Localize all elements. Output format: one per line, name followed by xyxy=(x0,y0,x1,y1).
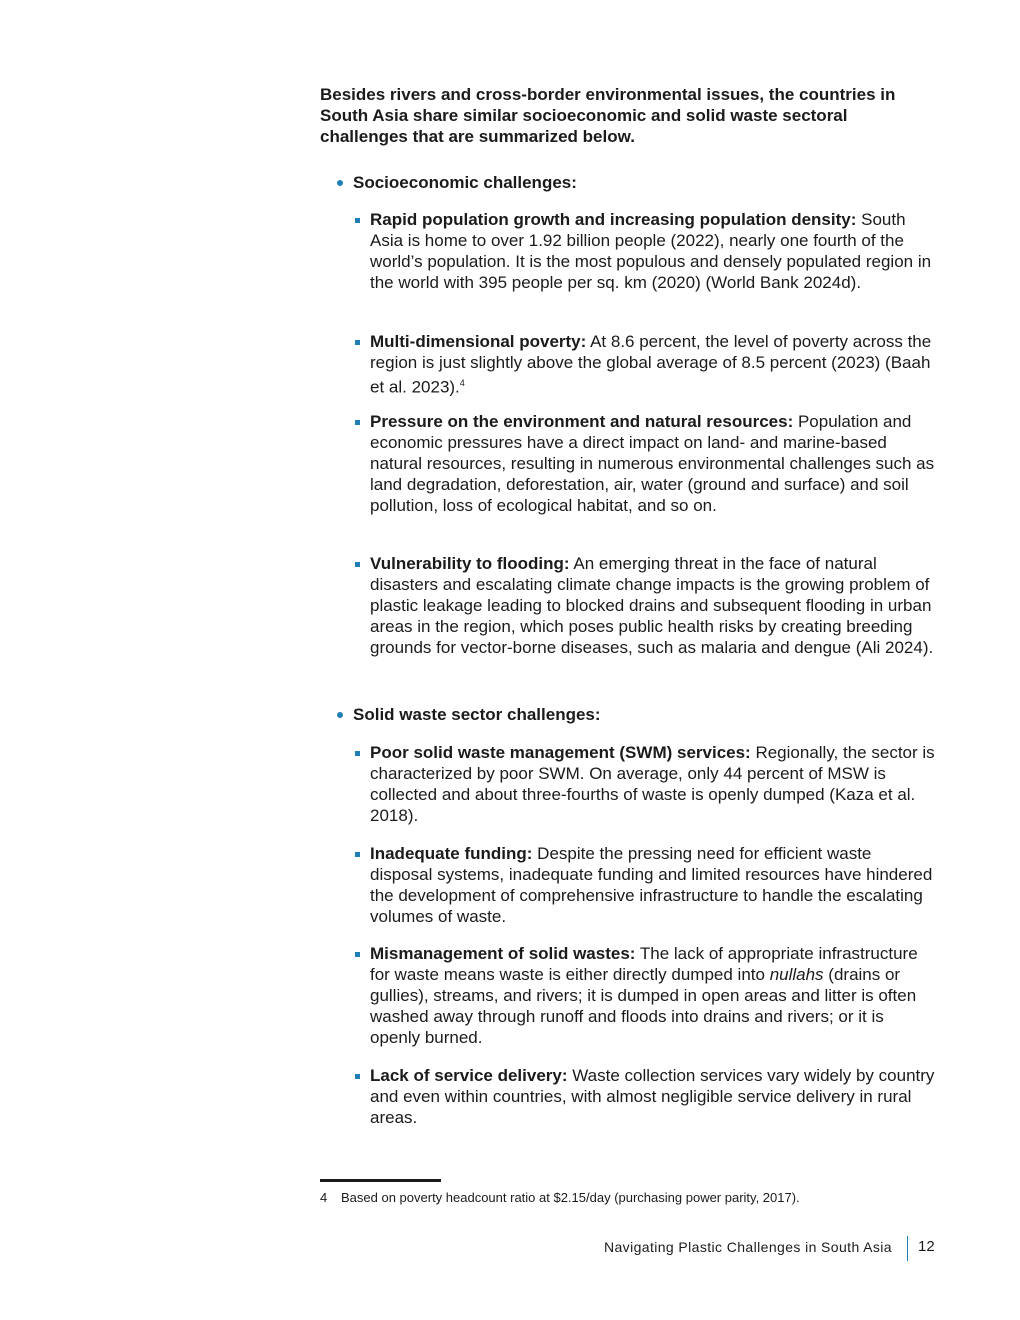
footnote-number: 4 xyxy=(320,1190,328,1205)
bullet-dot xyxy=(337,180,343,186)
section-heading-solid-waste xyxy=(353,704,601,725)
footnote xyxy=(320,1189,800,1206)
bullet-square xyxy=(355,562,360,567)
item-text-italic: nullahs xyxy=(769,965,824,984)
item-title: Lack of service delivery: xyxy=(370,1066,568,1085)
item-title: Poor solid waste management (SWM) services: xyxy=(370,743,751,762)
list-item-funding xyxy=(370,843,938,927)
footnote-ref[interactable]: 4 xyxy=(459,378,465,388)
item-text: Despite the pressing need for efficient waste disposal systems, inadequate funding and limited resources have hindered the development of comprehensive infrastructure to handle the escalating volumes of waste. xyxy=(370,844,933,926)
item-title: Rapid population growth and increasing population density: xyxy=(370,210,857,229)
intro-paragraph: Besides rivers and cross-border environmental issues, the countries in South Asia share similar socioeconomic and solid waste sectoral challenges that are summarized below. xyxy=(320,85,896,146)
item-title: Multi-dimensional poverty: xyxy=(370,332,587,351)
item-title: Pressure on the environment and natural resources: xyxy=(370,412,794,431)
item-text: Population and economic pressures have a direct impact on land- and marine-based natural resources, resulting in numerous environmental challenges such as land degradation, deforestation, air, water (ground and surface) and soil pollution, loss of ecological habitat, and so on. xyxy=(370,412,935,515)
item-text: Waste collection services vary widely by country and even within countries, with almost negligible service delivery in rural areas. xyxy=(370,1066,935,1127)
item-text: (drains or gullies), streams, and rivers; it is dumped in open areas and litter is often washed away through runoff and floods into drains and rivers; or it is openly burned. xyxy=(370,965,917,1047)
bullet-square xyxy=(355,218,360,223)
item-text: South Asia is home to over 1.92 billion people (2022), nearly one fourth of the world’s population. It is the most populous and densely populated region in the world with 395 people per sq. km (2020) (World Bank 2024d). xyxy=(370,210,932,292)
item-title: Vulnerability to flooding: xyxy=(370,554,570,573)
bullet-square xyxy=(355,340,360,345)
section-heading-socioeconomic xyxy=(353,172,577,193)
footnote-rule xyxy=(320,1179,441,1182)
list-item-environment xyxy=(370,411,938,516)
bullet-dot xyxy=(337,712,343,718)
section-heading-text: Socioeconomic challenges: xyxy=(353,173,577,192)
list-item-population xyxy=(370,209,938,293)
bullet-square xyxy=(355,952,360,957)
item-text: An emerging threat in the face of natural disasters and escalating climate change impacts is the growing problem of plastic leakage leading to blocked drains and subsequent flooding in urban areas in the region, which poses public health risks by creating breeding grounds for vector-borne diseases, such as malaria and dengue (Ali 2024). xyxy=(370,554,934,657)
item-text: The lack of appropriate infrastructure for waste means waste is either directly dumped into xyxy=(370,944,918,984)
section-heading-text: Solid waste sector challenges: xyxy=(353,705,601,724)
footer-divider xyxy=(907,1236,908,1261)
item-text: At 8.6 percent, the level of poverty across the region is just slightly above the global average of 8.5 percent (2023) (Baah et al. 2023). xyxy=(370,332,932,397)
bullet-square xyxy=(355,751,360,756)
bullet-square xyxy=(355,852,360,857)
item-text: Regionally, the sector is characterized by poor SWM. On average, only 44 percent of MSW is collected and about three-fourths of waste is openly dumped (Kaza et al. 2018). xyxy=(370,743,935,825)
list-item-service-delivery xyxy=(370,1065,938,1128)
item-title: Inadequate funding: xyxy=(370,844,533,863)
list-item-flooding xyxy=(370,553,938,658)
list-item-mismanagement xyxy=(370,943,938,1048)
footer-title: Navigating Plastic Challenges in South Asia xyxy=(603,1239,892,1255)
footnote-text: Based on poverty headcount ratio at $2.15/day (purchasing power parity, 2017). xyxy=(341,1190,800,1205)
item-title: Mismanagement of solid wastes: xyxy=(370,944,636,963)
bullet-square xyxy=(355,1074,360,1079)
page-number: 12 xyxy=(918,1238,935,1255)
list-item-poverty xyxy=(370,331,938,398)
list-item-swm-services xyxy=(370,742,938,826)
bullet-square xyxy=(355,420,360,425)
